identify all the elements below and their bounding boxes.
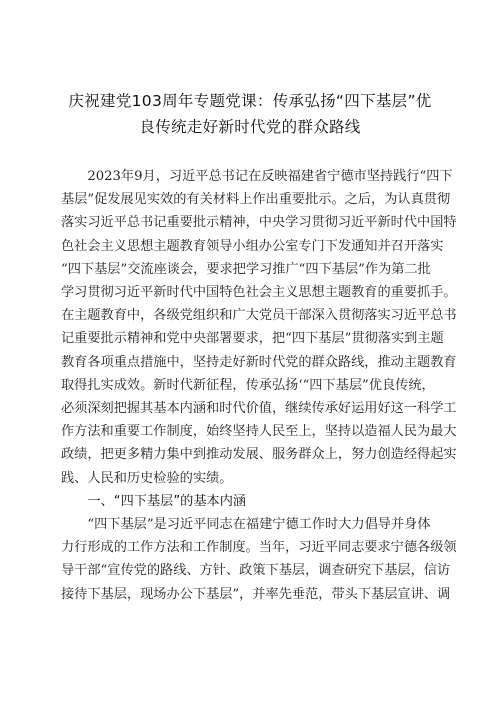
title-line-1: 庆祝建党103周年专题党课：传承弘扬“四下基层”优 bbox=[68, 92, 432, 110]
title-line-2: 良传统走好新时代党的群众路线 bbox=[139, 118, 361, 136]
paragraph-1-line: 必须深刻把握其基本内涵和时代价值，继续传承好运用好这一科学工 bbox=[61, 401, 457, 417]
document-title bbox=[60, 88, 440, 140]
paragraph-1-line: “四下基层”交流座谈会，要求把学习推广“四下基层”作为第二批 bbox=[61, 261, 431, 277]
document-body bbox=[61, 165, 457, 606]
paragraph-1-line: 色社会主义思想主题教育领导小组办公室专门下发通知并召开落实 bbox=[61, 238, 444, 254]
section-heading-1 bbox=[61, 490, 441, 513]
section-heading-1-text: 一、“四下基层”的基本内涵 bbox=[61, 493, 247, 509]
paragraph-1-line: 教育各项重点措施中，坚持走好新时代党的群众路线，推动主题教育 bbox=[61, 354, 457, 370]
paragraph-1-line: 作方法和重要工作制度，始终坚持人民至上，坚持以造福人民为最大 bbox=[61, 424, 457, 440]
paragraph-1-line: 记重要批示精神和党中央部署要求，把“四下基层”贯彻落实到主题 bbox=[61, 331, 444, 347]
paragraph-2-line: 导干部“宣传党的路线、方针、政策下基层，调查研究下基层，信访 bbox=[61, 563, 451, 579]
paragraph-1-line: 2023年9月，习近平总书记在反映福建省宁德市坚持践行“四下 bbox=[61, 169, 453, 184]
paragraph-1-line: 学习贯彻习近平新时代中国特色社会主义思想主题教育的重要抓手。 bbox=[61, 285, 457, 301]
paragraph-2-line: 力行形成的工作方法和工作制度。当年，习近平同志要求宁德各级领 bbox=[61, 540, 457, 556]
paragraph-2 bbox=[61, 513, 457, 606]
paragraph-1-line: 取得扎实成效。新时代新征程，传承弘扬‘“四下基层”优良传统， bbox=[61, 377, 435, 393]
paragraph-1-line: 践、人民和历史检验的实绩。 bbox=[61, 470, 233, 486]
paragraph-1-line: 落实习近平总书记重要批示精神，中央学习贯彻习近平新时代中国特 bbox=[61, 215, 457, 231]
paragraph-1-line: 政绩，把更多精力集中到推动发展、服务群众上，努力创造经得起实 bbox=[61, 447, 457, 463]
paragraph-1-line: 在主题教育中，各级党组织和广大党员干部深入贯彻落实习近平总书 bbox=[61, 308, 457, 324]
paragraph-1 bbox=[61, 165, 457, 490]
paragraph-2-line: “四下基层”是习近平同志在福建宁德工作时大力倡导并身体 bbox=[61, 517, 431, 533]
paragraph-2-line: 接待下基层，现场办公下基层”，并率先垂范，带头下基层宣讲、调 bbox=[61, 586, 451, 602]
paragraph-1-line: 基层”促发展见实效的有关材料上作出重要批示。之后，为认真贯彻 bbox=[61, 192, 451, 208]
